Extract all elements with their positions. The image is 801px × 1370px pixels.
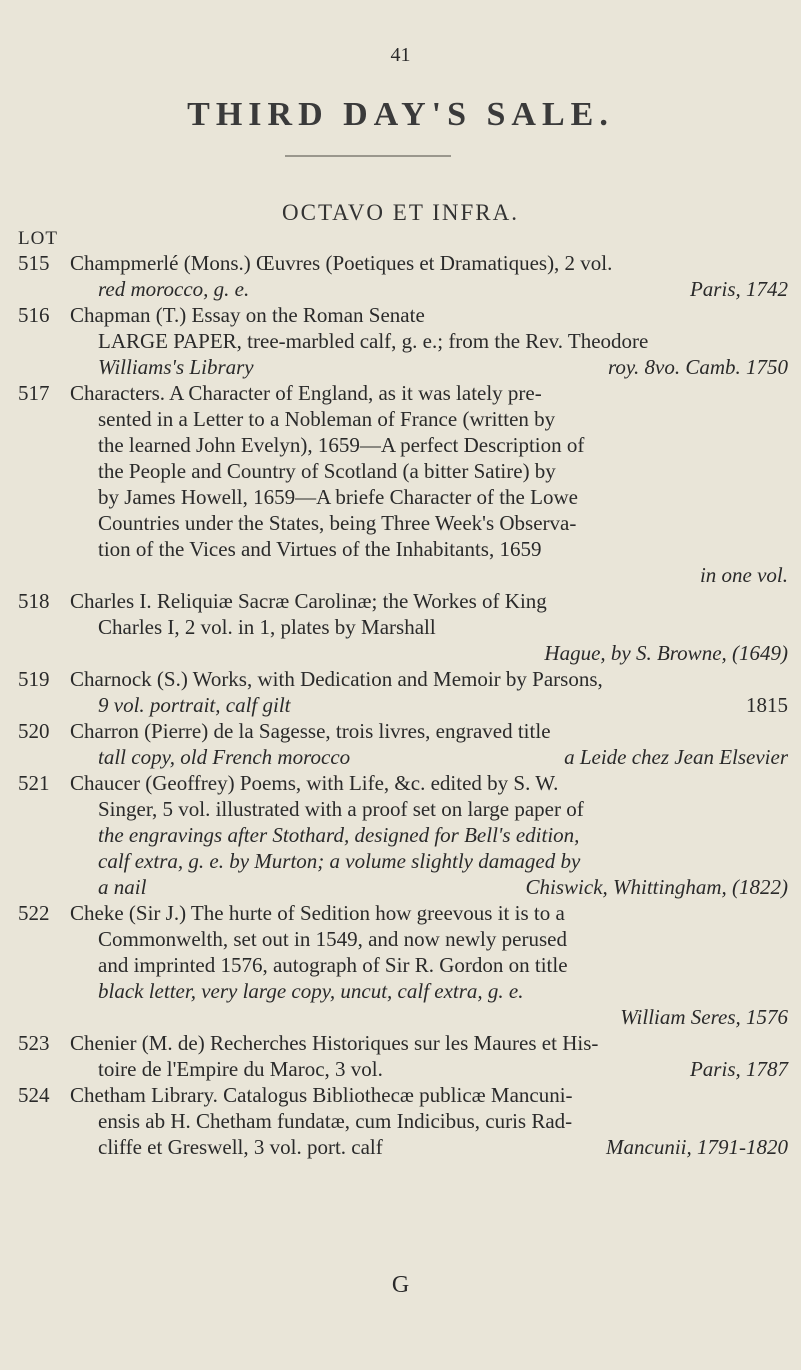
lot-line: Characters. A Character of England, as it was lately pre-: [70, 381, 542, 405]
lot-number: 521: [18, 771, 50, 795]
lot-line: 9 vol. portrait, calf gilt: [98, 693, 291, 717]
lot-imprint: in one vol.: [699, 563, 788, 587]
lot-number: 524: [18, 1083, 50, 1107]
lot-number: 518: [18, 589, 50, 613]
lot-line: Charles I. Reliquiæ Sacræ Carolinæ; the Workes of King: [70, 589, 547, 613]
lot-line: Cheke (Sir J.) The hurte of Sedition how greevous it is to a: [70, 901, 565, 925]
lot-518: [18, 588, 788, 666]
lot-line: ensis ab H. Chetham fundatæ, cum Indicibus, curis Rad-: [98, 1109, 573, 1133]
lot-line: Chapman (T.) Essay on the Roman Senate: [70, 303, 425, 327]
lot-imprint: William Seres, 1576: [620, 1005, 788, 1029]
lot-imprint: a Leide chez Jean Elsevier: [564, 745, 788, 769]
lot-line: Charron (Pierre) de la Sagesse, trois livres, engraved title: [70, 719, 551, 743]
lot-imprint: Paris, 1742: [689, 277, 788, 301]
lot-line: Charles I, 2 vol. in 1, plates by Marshall: [98, 615, 436, 639]
lot-imprint: 1815: [746, 693, 788, 717]
lot-line: tall copy, old French morocco: [98, 745, 351, 769]
lot-517: [18, 380, 788, 588]
lot-line: Commonwelth, set out in 1549, and now newly perused: [98, 927, 567, 951]
page-number: 41: [390, 44, 411, 66]
lot-523: [18, 1030, 788, 1082]
lot-515: [18, 250, 788, 302]
lot-number: 515: [18, 251, 50, 275]
lot-line: the engravings after Stothard, designed for Bell's edition,: [98, 823, 580, 847]
lot-line: and imprinted 1576, autograph of Sir R. Gordon on title: [98, 953, 568, 977]
lot-imprint: Mancunii, 1791-1820: [606, 1135, 788, 1159]
lot-line: the learned John Evelyn), 1659—A perfect Description of: [98, 433, 585, 457]
lot-imprint: roy. 8vo. Camb. 1750: [607, 355, 788, 379]
lot-line: calf extra, g. e. by Murton; a volume slightly damaged by: [98, 849, 581, 873]
title-rule: [285, 155, 451, 157]
lot-line: LARGE PAPER, tree-marbled calf, g. e.; from the Rev. Theodore: [98, 329, 649, 353]
lot-column-header: LOT: [18, 228, 58, 249]
section-title: OCTAVO ET INFRA.: [282, 200, 519, 225]
lot-list: [18, 250, 788, 1160]
lot-line: Charnock (S.) Works, with Dedication and Memoir by Parsons,: [70, 667, 603, 691]
lot-line: cliffe et Greswell, 3 vol. port. calf: [98, 1135, 383, 1159]
lot-number: 520: [18, 719, 50, 743]
lot-521: [18, 770, 788, 900]
lot-imprint: Paris, 1787: [689, 1057, 788, 1081]
lot-line: a nail: [98, 875, 147, 899]
lot-line: by James Howell, 1659—A briefe Character of the Lowe: [98, 485, 578, 509]
lot-519: [18, 666, 788, 718]
lot-line: tion of the Vices and Virtues of the Inhabitants, 1659: [98, 537, 542, 561]
lot-line: Champmerlé (Mons.) Œuvres (Poetiques et Dramatiques), 2 vol.: [70, 251, 613, 275]
lot-line: Williams's Library: [98, 355, 254, 379]
lot-line: Chaucer (Geoffrey) Poems, with Life, &c. edited by S. W.: [70, 771, 559, 795]
lot-number: 516: [18, 303, 50, 327]
page-title: THIRD DAY'S SALE.: [187, 96, 614, 133]
lot-number: 519: [18, 667, 50, 691]
signature-mark: G: [391, 1272, 410, 1298]
lot-number: 523: [18, 1031, 50, 1055]
lot-516: [18, 302, 788, 380]
lot-line: black letter, very large copy, uncut, calf extra, g. e.: [98, 979, 524, 1003]
lot-line: sented in a Letter to a Nobleman of France (written by: [98, 407, 556, 431]
lot-522: [18, 900, 788, 1030]
lot-line: Countries under the States, being Three Week's Observa-: [98, 511, 577, 535]
lot-number: 517: [18, 381, 50, 405]
lot-line: toire de l'Empire du Maroc, 3 vol.: [98, 1057, 383, 1081]
lot-line: red morocco, g. e.: [98, 277, 250, 301]
lot-imprint: Chiswick, Whittingham, (1822): [525, 875, 788, 899]
lot-524: [18, 1082, 788, 1160]
lot-line: Chenier (M. de) Recherches Historiques sur les Maures et His-: [70, 1031, 599, 1055]
lot-number: 522: [18, 901, 50, 925]
lot-line: Singer, 5 vol. illustrated with a proof set on large paper of: [98, 797, 584, 821]
lot-line: the People and Country of Scotland (a bitter Satire) by: [98, 459, 556, 483]
lot-520: [18, 718, 788, 770]
lot-line: Chetham Library. Catalogus Bibliothecæ publicæ Mancuni-: [70, 1083, 573, 1107]
lot-imprint: Hague, by S. Browne, (1649): [544, 641, 788, 665]
